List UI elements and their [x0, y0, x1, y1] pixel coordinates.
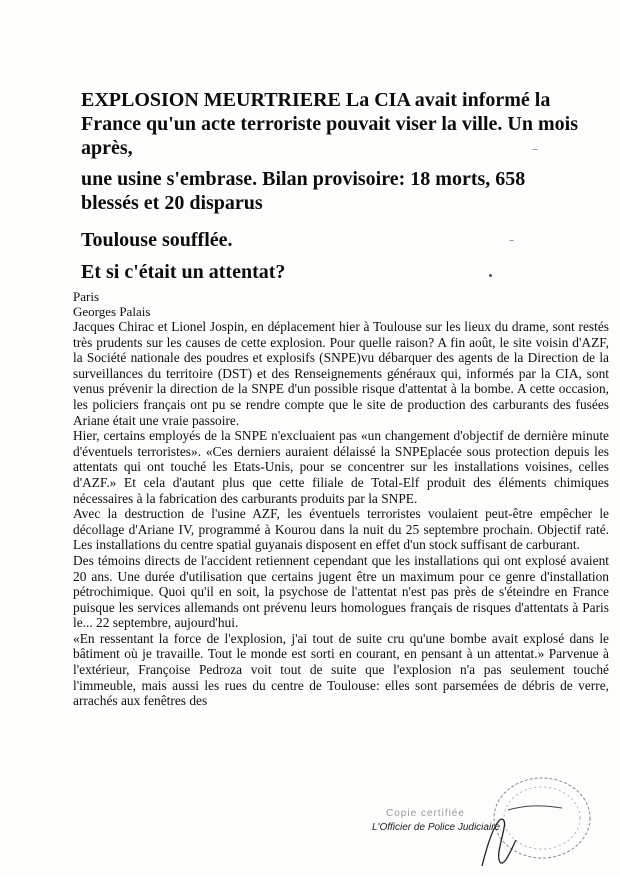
byline-author: Georges Palais [73, 304, 151, 319]
headline-question: Et si c'était un attentat? [81, 261, 286, 283]
dateline-place: Paris [73, 289, 99, 304]
stamp-signature-line: L'Officier de Police Judiciaire [372, 822, 501, 833]
paragraph: Hier, certains employés de la SNPE n'excluaient pas «un changement d'objectif de dernière minute d'éventuels terroristes». «Ces derniers auraient délaissé la SNPEplacée sous protection depuis les attentats qui ont touché les Etats-Unis, pour se concentrer sur les installations voisines, celles d'AZF.» Et cela d'autant plus que cette filiale de Total-Elf produit des éléments chimiques nécessaires à la fabrication des carburants produits par la SNPE. [73, 428, 609, 506]
scan-speck [509, 240, 514, 241]
headline-main: EXPLOSION MEURTRIERE La CIA avait informé la France qu'un acte terroriste pouvait viser la ville. Un mois après, [81, 89, 578, 159]
paragraph: Avec la destruction de l'usine AZF, les éventuels terroristes voulaient peut-être empêcher le décollage d'Ariane IV, programmé à Kourou dans la nuit du 25 septembre prochain. Objectif raté. Les installations du centre spatial guyanais disposent en effet d'un stock suffisant de carburant. [73, 506, 609, 553]
article-body [73, 319, 609, 709]
paragraph: Des témoins directs de l'accident retiennent cependant que les installations qui ont explosé avaient 20 ans. Une durée d'utilisation que certains jugent être un maximum pour ce genre d'installation pétrochimique. Quoi qu'il en soit, la psychose de l'attentat n'est pas près de s'éteindre en France puisque les services allemands ont prévenu leurs homologues français de risques d'attentats à Paris le... 22 septembre, aujourd'hui. [73, 552, 609, 631]
headline-subtitle: une usine s'embrase. Bilan provisoire: 18 morts, 658 blessés et 20 disparus [81, 168, 526, 214]
paragraph: «En ressentant la force de l'explosion, j'ai tout de suite cru qu'une bombe avait explosé dans le bâtiment où je travaille. Tout le monde est sorti en courant, en pensant à un attentat.» Parvenue à l'extérieur, Françoise Pedroza voit tout de suite que l'explosion n'a pas seulement touché l'immeuble, mais aussi les rues du centre de Toulouse: elles sont parsemées de débris de verre, arrachés aux fenêtres des [73, 630, 609, 709]
stamp-faint-line: Copie certifiée [386, 808, 465, 819]
paragraph: Jacques Chirac et Lionel Jospin, en déplacement hier à Toulouse sur les lieux du drame, sont restés très prudents sur les causes de cette explosion. Pour quelle raison? A fin août, le site voisin d'AZF, la Société nationale des poudres et explosifs (SNPE)vu débarquer des agents de la Direction de la surveillances du territoire (DST) et des Renseignements généraux qui, informés par la CIA, sont venus prévenir la direction de la SNPE d'un possible risque d'attentat à la bombe. A cette occasion, les policiers français ont pu se rendre compte que le site de production des carburants des fusées Ariane était une vraie passoire. [73, 319, 609, 428]
headline-toulouse: Toulouse soufflée. [81, 229, 233, 251]
scan-speck [489, 274, 492, 277]
scan-speck [532, 149, 538, 150]
